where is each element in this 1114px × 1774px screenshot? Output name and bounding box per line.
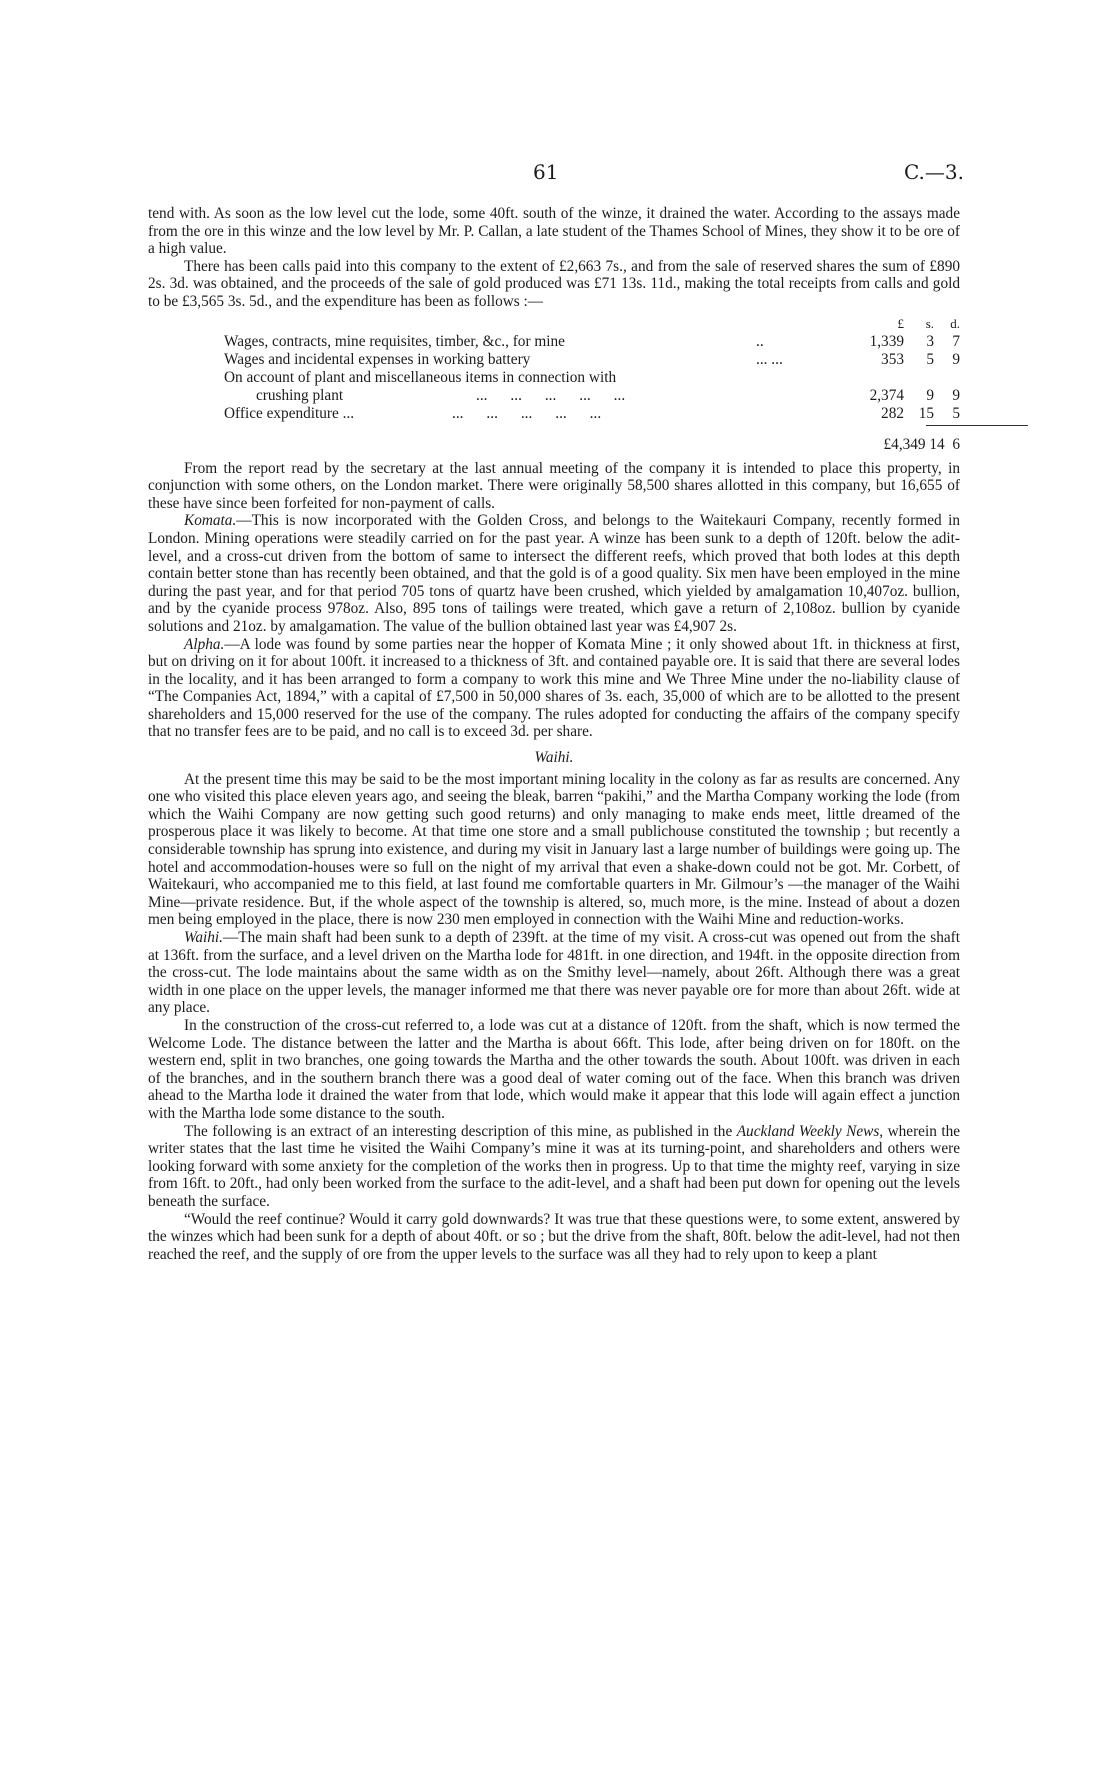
expenditure-item: Office expenditure ...: [224, 404, 355, 422]
expenditure-item: Wages and incidental expenses in working battery: [224, 350, 531, 368]
amount-pounds: 282: [881, 404, 904, 422]
expenditure-item: crushing plant: [256, 386, 344, 404]
section-heading: Waihi.: [534, 749, 574, 767]
amount-pence: 9: [952, 350, 960, 368]
expenditure-row: [148, 405, 960, 423]
pounds-header: £: [897, 315, 904, 331]
paragraph: The following is an extract of an interesting description of this mine, as published in the Auckland Weekly News, wherein the writer states that the last time he visited the Waihi Company’s mine it was at its turning-point, and shareholders and others were looking forward with some anxiety for the completion of the works then in progress. Up to that time the mighty reef, varying in size from 16ft. to 20ft., had only been worked from the surface to the adit-level, and a shaft had been put down for opening out the levels beneath the surface.: [148, 1122, 961, 1210]
subsection-title: Waihi.: [184, 929, 223, 946]
expenditure-row: [148, 387, 960, 405]
subsection-title: Komata.: [184, 512, 237, 530]
amount-pence: 5: [952, 404, 960, 422]
amount-pence: 7: [952, 332, 960, 350]
paragraph: Waihi.—The main shaft had been sunk to a depth of 239ft. at the time of my visit. A cross-cut was opened out from the shaft at 136ft. from the surface, and a level driven on the Martha lode for 481ft. in one direction, and 194ft. in the opposite direction from the cross-cut. The lode maintains about the same width as on the Smithy level—namely, about 26ft. Although there was a great width in one place on the upper levels, the manager informed me that there was never payable ore for more than about 26ft. wide at any place.: [148, 929, 960, 1017]
paragraph: Komata.—This is now incorporated with the Golden Cross, and belongs to the Waitekauri Company, recently formed in London. Mining operations were steadily carried on for the past year. A winze has been sunk to a depth of 120ft. below the adit-level, and a cross-cut driven from the bottom of same to intersect the different reefs, which proved that both lodes at this depth contain better stone than has recently been obtained, and that the gold is of a good quality. Six men have been employed in the mine during the past year, and for that period 705 tons of quartz have been crushed, which yielded by amalgamation 10,407oz. bullion, and by the cyanide process 978oz. Also, 895 tons of tailings were treated, which gave a return of 2,108oz. bullion by cyanide solutions and 21oz. by amalgamation. The value of the bullion obtained last year was £4,907 2s.: [148, 512, 960, 635]
dot-leader: ... ...: [756, 350, 783, 368]
paragraph: In the construction of the cross-cut referred to, a lode was cut at a distance of 120ft. from the shaft, which is now termed the Welcome Lode. The distance between the latter and the Martha is about 66ft. This lode, after being driven on for 180ft. on the western end, split in two branches, one going towards the Martha and the other towards the south. About 100ft. was driven in each of the branches, and in the southern branch there was a good deal of water coming out of the face. When this branch was driven ahead to the Martha lode it drained the water from that lode, which would make it appear that this lode will again effect a junction with the Martha lode some distance to the south.: [148, 1016, 960, 1122]
amount-pence: 9: [952, 386, 960, 404]
document-reference: C.—3.: [903, 160, 964, 184]
paragraph: At the present time this may be said to be the most important mining locality in the colony as far as results are concerned. Any one who visited this place eleven years ago, and seeing the bleak, barren “pakihi,” and the Martha Company working the lode (from which the Waihi Company are now getting such good returns) and only managing to make ends meet, little dreamed of the prosperous place it was likely to become. At that time one store and a small publichouse constituted the township ; but recently a considerable township has sprung into existence, and during my visit in January last a large number of buildings were going up. The hotel and accommodation-houses were so full on the night of my arrival that even a shake-down could not be got. Mr. Corbett, of Waitekauri, who accompanied me to this field, at last found me comfortable quarters in Mr. Gilmour’s —the manager of the Waihi Mine—private residence. But, if the whole aspect of the township is altered, so, much more, is the mine. Instead of about a dozen men being employed in the place, there is now 230 men employed in connection with the Waihi Mine and reduction-works.: [148, 770, 960, 929]
expenditure-table: [148, 315, 960, 454]
publication-title: Auckland Weekly News,: [736, 1122, 884, 1140]
expenditure-item: On account of plant and miscellaneous items in connection with: [224, 368, 617, 386]
dot-leader: ... ... ... ... ...: [452, 404, 602, 422]
dot-leader: ... ... ... ... ...: [476, 386, 626, 404]
expenditure-total: £4,349 14 6: [883, 435, 960, 453]
expenditure-item: Wages, contracts, mine requisites, timber, &c., for mine: [224, 332, 565, 350]
page-body: [148, 205, 960, 1263]
expenditure-row: [148, 351, 960, 369]
paragraph: “Would the reef continue? Would it carry gold downwards? It was true that these questions were, to some extent, answered by the winzes which had been sunk for a depth of about 40ft. or so ; but the drive from the shaft, 80ft. below the adit-level, had not then reached the reef, and the supply of ore from the upper levels to the surface was all they had to rely upon to keep a plant: [148, 1210, 960, 1263]
expenditure-row: [148, 333, 960, 351]
paragraph: Alpha.—A lode was found by some parties near the hopper of Komata Mine ; it only showed about 1ft. in thickness at first, but on driving on it for about 100ft. it increased to a thickness of 3ft. and contained payable ore. It is said that there are several lodes in the locality, and it has been arranged to form a company to work this mine and We Three Mine under the no-liability clause of “The Companies Act, 1894,” with a capital of £7,500 in 50,000 shares of 3s. each, 35,000 of which are to be allotted to the present shareholders and 15,000 reserved for the use of the company. The rules adopted for conducting the affairs of the company specify that no transfer fees are to be paid, and no call is to exceed 3d. per share.: [148, 635, 960, 741]
amount-shillings: 5: [926, 350, 934, 368]
amount-pounds: 1,339: [869, 332, 904, 350]
dot-leader: ..: [756, 332, 764, 350]
amount-shillings: 9: [926, 386, 934, 404]
amount-pounds: 2,374: [869, 386, 904, 404]
expenditure-total-row: [148, 436, 960, 454]
total-rule: [926, 425, 1028, 426]
amount-pounds: 353: [881, 350, 904, 368]
paragraph: There has been calls paid into this company to the extent of £2,663 7s., and from the sale of reserved shares the sum of £890 2s. 3d. was obtained, and the proceeds of the sale of gold produced was £71 13s. 11d., making the total receipts from calls and gold to be £3,565 3s. 5d., and the expenditure has been as follows :—: [148, 257, 960, 310]
amount-shillings: 15: [918, 404, 934, 422]
expenditure-header-row: [148, 315, 960, 333]
amount-shillings: 3: [926, 332, 934, 350]
page-header: [0, 160, 1114, 186]
pence-header: d.: [950, 315, 960, 331]
paragraph: From the report read by the secretary at the last annual meeting of the company it is intended to place this property, in conjunction with some others, on the London market. There were originally 58,500 shares allotted in this company, but 16,655 of these have since been forfeited for non-payment of calls.: [148, 459, 960, 512]
paragraph: tend with. As soon as the low level cut the lode, some 40ft. south of the winze, it drained the water. According to the assays made from the ore in this winze and the low level by Mr. P. Callan, a late student of the Thames School of Mines, they show it to be ore of a high value.: [148, 205, 960, 258]
shillings-header: s.: [925, 315, 934, 331]
subsection-title: Alpha.: [184, 635, 225, 653]
expenditure-row: [148, 369, 960, 387]
page-number: 61: [533, 160, 559, 184]
